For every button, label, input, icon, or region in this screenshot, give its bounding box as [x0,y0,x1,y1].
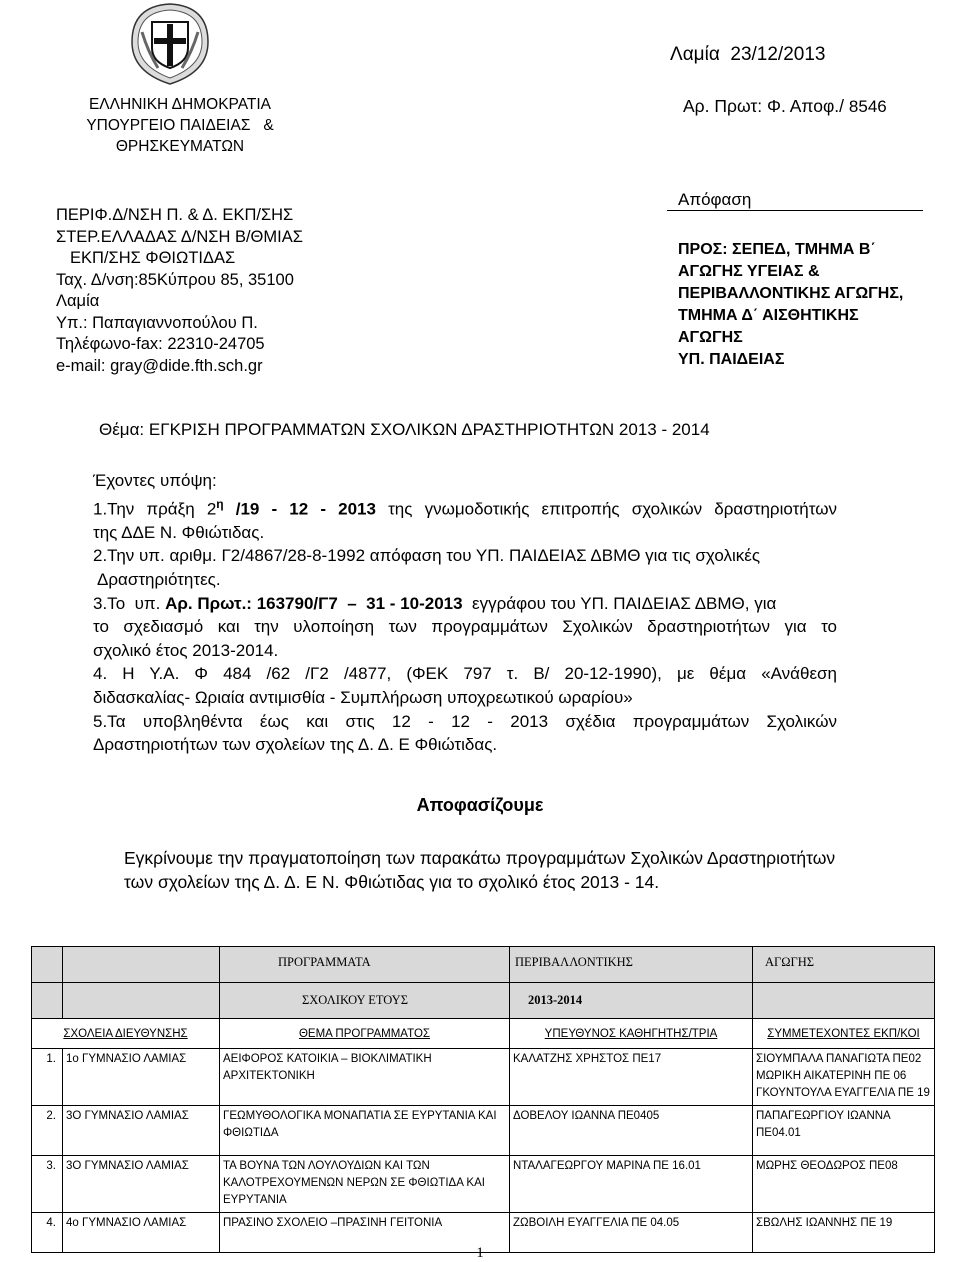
row-topic: ΑΕΙΦΟΡΟΣ ΚΑΤΟΙΚΙΑ – ΒΙΟΚΛΙΜΑΤΙΚΗ ΑΡΧΙΤΕΚΤΟΝΙΚΗ [220,1049,510,1106]
row-participants [753,1049,935,1106]
sender-line: ΣΤΕΡ.ΕΛΛΑΔΑΣ Δ/ΝΣΗ Β/ΘΜΙΑΣ [56,227,303,246]
item3-text-cont: εγγράφου του ΥΠ. ΠΑΙΔΕΙΑΣ ΔΒΜΘ, για [462,593,777,613]
row-topic: ΤΑ ΒΟΥΝΑ ΤΩΝ ΛΟΥΛΟΥΔΙΩΝ ΚΑΙ ΤΩΝ ΚΑΛΟΤΡΕΧΟΥΜΕΝΩΝ ΝΕΡΩΝ ΣΕ ΦΘΙΩΤΙΔΑ ΚΑΙ ΕΥΡΥΤΑΝΙΑ [220,1156,510,1213]
table-year-cell [753,983,935,1019]
row-topic: ΠΡΑΣΙΝΟ ΣΧΟΛΕΙΟ –ΠΡΑΣΙΝΗ ΓΕΙΤΟΝΙΑ [220,1213,510,1253]
table-year-row [32,983,935,1019]
sender-email: e-mail: gray@dide.fth.sch.gr [56,356,263,375]
row-number: 2. [32,1106,63,1156]
table-year-cell [32,983,63,1019]
header-line-1: ΕΛΛΗΝΙΚΗ ΔΗΜΟΚΡΑΤΙΑ [88,96,272,113]
sender-line: Υπ.: Παπαγιαννοπούλου Π. [56,313,258,332]
table-year-cell [63,983,220,1019]
row-number: 3. [32,1156,63,1213]
sender-line: Λαμία [56,292,100,310]
row-school: 4ο ΓΥΜΝΑΣΙΟ ΛΑΜΙΑΣ [63,1213,220,1253]
considering-item-1-cont: της ΔΔΕ Ν. Φθιώτιδας. [93,522,265,542]
column-header-schools: ΣΧΟΛΕΙΑ ΔΙΕΥΘΥΝΣΗΣ [32,1019,220,1049]
table-header-row [32,1019,935,1049]
recipient-block [678,239,903,371]
row-school: 3Ο ΓΥΜΝΑΣΙΟ ΛΑΜΙΑΣ [63,1156,220,1213]
row-school: 3Ο ΓΥΜΝΑΣΙΟ ΛΑΜΙΑΣ [63,1106,220,1156]
table-row [32,1156,935,1213]
row-teacher: ΚΑΛΑΤΖΗΣ ΧΡΗΣΤΟΣ ΠΕ17 [510,1049,753,1106]
considering-item-1 [93,493,837,521]
table-row [32,1106,935,1156]
considering-item-3-cont: το σχεδιασμό και την υλοποίηση των προγραμμάτων Σχολικών δραστηριοτήτων για το [93,617,837,637]
considering-item-2-cont: Δραστηριότητες. [97,570,221,590]
participant: ΜΩΡΗΣ ΘΕΟΔΩΡΟΣ ΠΕ08 [756,1160,898,1172]
sender-line: Τηλέφωνο-fax: 22310-24705 [56,335,265,353]
table-year-label: ΣΧΟΛΙΚΟΥ ΕΤΟΥΣ [220,983,510,1019]
table-title-environmental: ΠΕΡΙΒΑΛΛΟΝΤΙΚΗΣ [510,947,753,983]
row-school: 1ο ΓΥΜΝΑΣΙΟ ΛΑΜΙΑΣ [63,1049,220,1106]
participant: ΓΚΟΥΝΤΟΥΛΑ ΕΥΑΓΓΕΛΙΑ ΠΕ 19 [756,1087,930,1099]
row-participants [753,1106,935,1156]
decision-title: Απόφαση [678,190,752,209]
item1-reference: /19 - 12 - 2013 [223,499,376,519]
sender-line: ΕΚΠ/ΣΗΣ ΦΘΙΩΤΙΔΑΣ [70,249,236,267]
row-topic: ΓΕΩΜΥΘΟΛΟΓΙΚΑ ΜΟΝΑΠΑΤΙΑ ΣΕ ΕΥΡΥΤΑΝΙΑ ΚΑΙ ΦΘΙΩΤΙΔΑ [220,1106,510,1156]
considering-item-5-cont: Δραστηριοτήτων των σχολείων της Δ. Δ. Ε Φθιώτιδας. [93,735,498,755]
considering-item-2: 2.Την υπ. αριθμ. Γ2/4867/28-8-1992 απόφαση του ΥΠ. ΠΑΙΔΕΙΑΣ ΔΒΜΘ για τις σχολικές [93,546,761,566]
column-header-teacher: ΥΠΕΥΘΥΝΟΣ ΚΑΘΗΓΗΤΗΣ/ΤΡΙΑ [510,1019,753,1049]
decision-divider [667,210,923,211]
table-title-education: ΑΓΩΓΗΣ [753,947,935,983]
conclusion-paragraph [124,846,904,894]
recipient-line: ΑΓΩΓΗΣ ΥΓΕΙΑΣ & [678,263,820,280]
table-row [32,1049,935,1106]
table-title-row [32,947,935,983]
recipient-line: ΤΜΗΜΑ Δ΄ ΑΙΣΘΗΤΙΚΗΣ [678,307,859,324]
conclusion-line-2: των σχολείων της Δ. Δ. Ε Ν. Φθιώτιδας για το σχολικό έτος 2013 - 14. [124,872,660,892]
participant: ΠΑΠΑΓΕΩΡΓΙΟΥ ΙΩΑΝΝΑ ΠΕ04.01 [756,1110,891,1139]
header-line-2: ΥΠΟΥΡΓΕΙΟ ΠΑΙΔΕΙΑΣ & [86,117,274,134]
recipient-line: ΠΡΟΣ: ΣΕΠΕΔ, ΤΜΗΜΑ Β΄ [678,241,876,258]
column-header-participants: ΣΥΜΜΕΤΕΧΟΝΤΕΣ ΕΚΠ/ΚΟΙ [753,1019,935,1049]
row-teacher: ΔΟΒΕΛΟΥ ΙΩΑΝΝΑ ΠΕ0405 [510,1106,753,1156]
greek-coat-of-arms-emblem [128,2,212,86]
sender-block [56,205,303,377]
considering-heading: Έχοντες υπόψη: [93,471,217,490]
considering-item-3 [93,592,837,616]
row-teacher: ΖΩΒΟΙΛΗ ΕΥΑΓΓΕΛΙΑ ΠΕ 04.05 [510,1213,753,1253]
item1-text: 1.Την πράξη 2 [93,499,217,519]
header-line-3: ΘΡΗΣΚΕΥΜΑΤΩΝ [115,138,245,155]
column-header-topic: ΘΕΜΑ ΠΡΟΓΡΑΜΜΑΤΟΣ [220,1019,510,1049]
row-participants [753,1156,935,1213]
item1-text-cont: της γνωμοδοτικής επιτροπής σχολικών δραστηριοτήτων [375,499,837,519]
recipient-line: ΠΕΡΙΒΑΛΛΟΝΤΙΚΗΣ ΑΓΩΓΗΣ, [678,285,904,302]
subject-line: Θέμα: ΕΓΚΡΙΣΗ ΠΡΟΓΡΑΜΜΑΤΩΝ ΣΧΟΛΙΚΩΝ ΔΡΑΣΤΗΡΙΟΤΗΤΩΝ 2013 - 2014 [99,420,710,439]
table-title-cell [63,947,220,983]
decision-heading: Αποφασίζουμε [416,795,544,815]
considering-item-3-end: σχολικό έτος 2013-2014. [93,640,279,660]
table-title-cell [32,947,63,983]
protocol-label: Αρ. Πρωτ: Φ. Αποφ./ [683,96,845,116]
protocol-number [683,96,887,117]
item3-reference: Αρ. Πρωτ.: 163790/Γ7 – 31 - 10-2013 [165,593,463,613]
considering-item-4-cont: διδασκαλίας- Ωριαία αντιμισθία - Συμπλήρωση υποχρεωτικού ωραρίου» [93,688,633,707]
considering-item-5: 5.Τα υποβληθέντα έως και στις 12 - 12 - 2013 σχέδια προγραμμάτων Σχολικών [93,711,837,731]
programs-table [31,946,935,1253]
item1-superscript: η [216,496,224,511]
participant: ΣΙΟΥΜΠΑΛΑ ΠΑΝΑΓΙΩΤΑ ΠΕ02 [756,1053,922,1065]
table-title-programs: ΠΡΟΓΡΑΜΜΑΤΑ [220,947,510,983]
item3-text: 3.Το υπ. [93,593,166,613]
recipient-line: ΥΠ. ΠΑΙΔΕΙΑΣ [678,351,785,368]
sender-line: ΠΕΡΙΦ.Δ/ΝΣΗ Π. & Δ. ΕΚΠ/ΣΗΣ [56,206,294,224]
ministry-header [70,94,290,157]
considering-item-4: 4. Η Υ.Α. Φ 484 /62 /Γ2 /4877, (ΦΕΚ 797 τ. Β/ 20-12-1990), με θέμα «Ανάθεση [93,664,837,684]
considering-section [93,469,837,757]
conclusion-line-1: Εγκρίνουμε την πραγματοποίηση των παρακάτω προγραμμάτων Σχολικών Δραστηριοτήτων [124,848,836,868]
participant: ΜΩΡΙΚΗ ΑΙΚΑΤΕΡΙΝΗ ΠΕ 06 [756,1070,907,1082]
row-teacher: ΝΤΑΛΑΓΕΩΡΓΟΥ ΜΑΡΙΝΑ ΠΕ 16.01 [510,1156,753,1213]
sender-line: Ταχ. Δ/νση:85Κύπρου 85, 35100 [56,270,294,289]
row-number: 1. [32,1049,63,1106]
protocol-value: 8546 [848,97,887,116]
table-year-value: 2013-2014 [510,983,753,1019]
city-and-date: Λαμία 23/12/2013 [670,44,826,65]
row-number: 4. [32,1213,63,1253]
page-number: 1 [476,1245,484,1261]
participant: ΣΒΩΛΗΣ ΙΩΑΝΝΗΣ ΠΕ 19 [756,1217,893,1229]
recipient-line: ΑΓΩΓΗΣ [678,329,743,346]
